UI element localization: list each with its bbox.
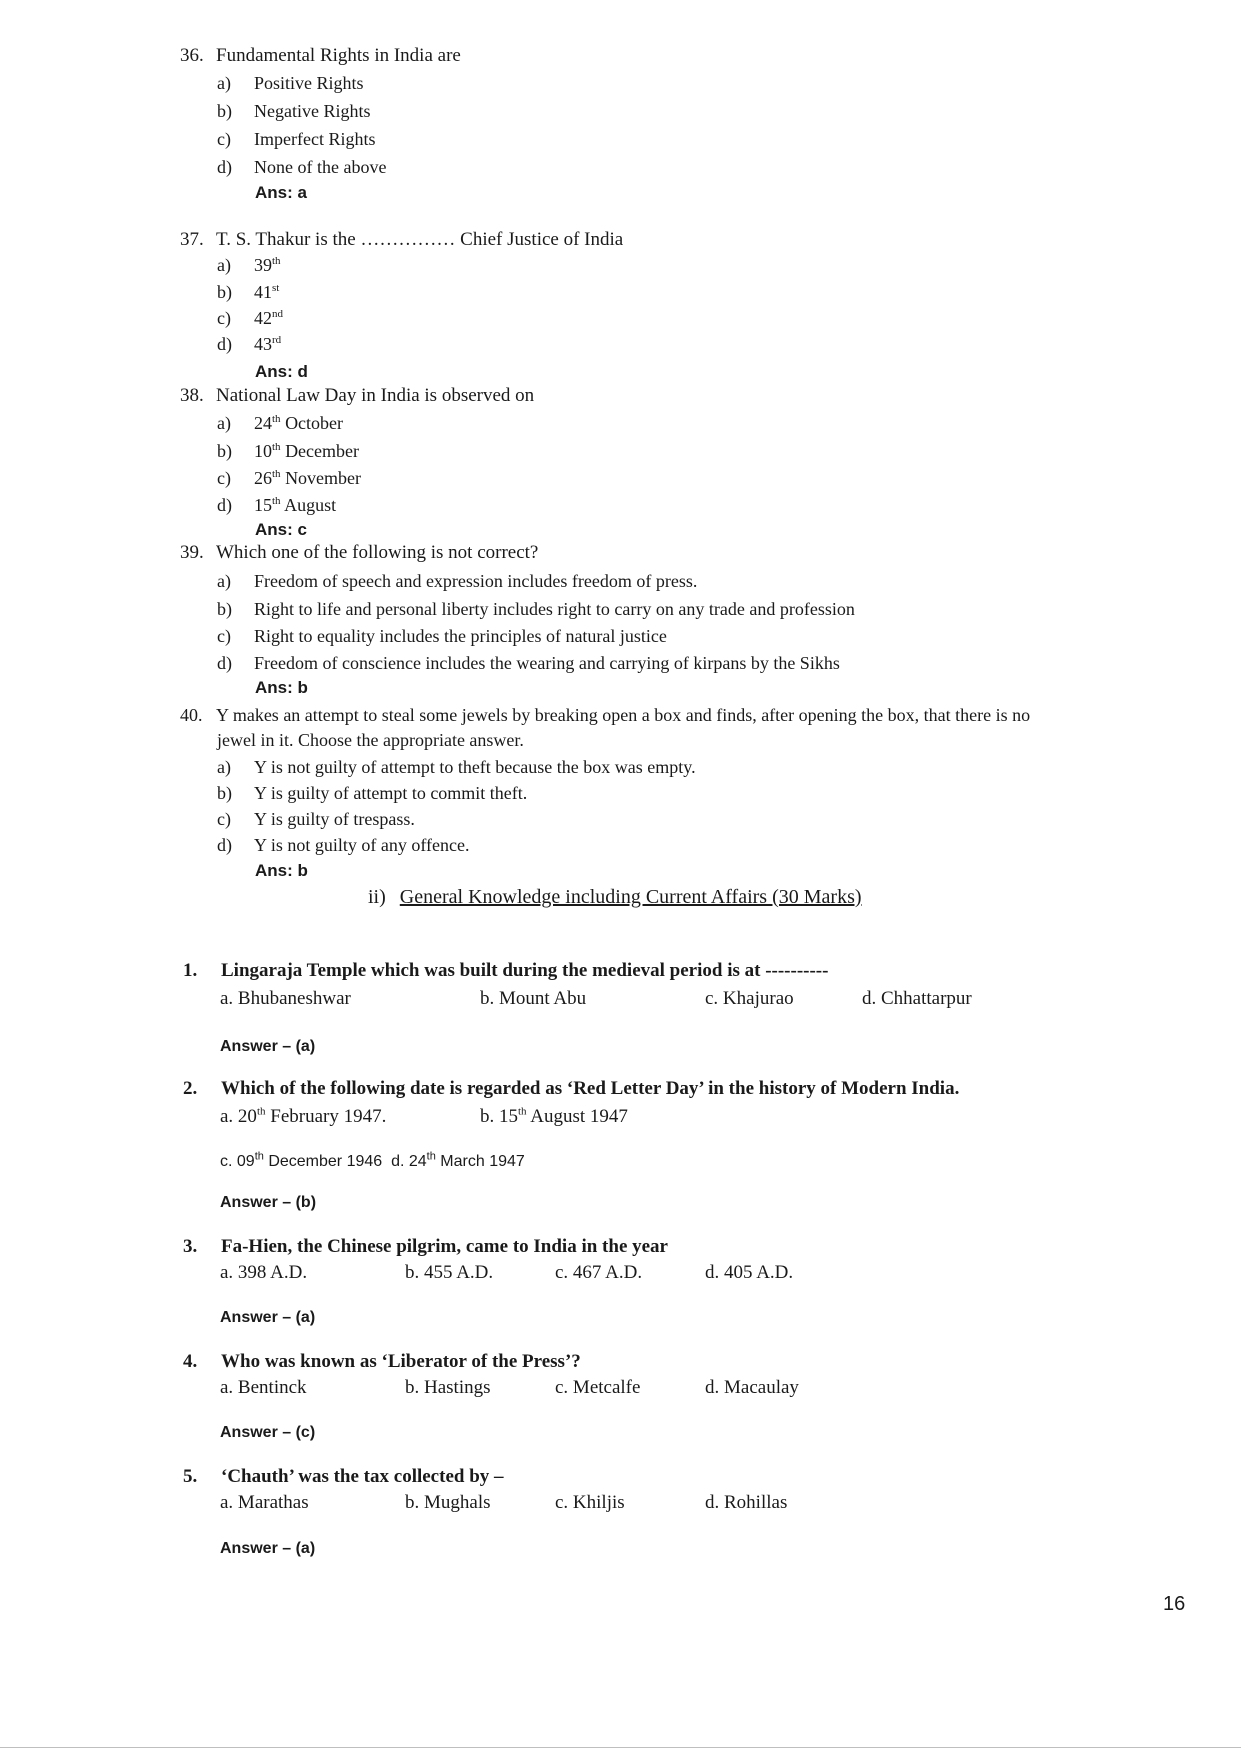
page-bottom-edge	[0, 1747, 1241, 1748]
option-c: c. Khajurao	[705, 988, 794, 1009]
option-c: c) Y is guilty of trespass.	[217, 809, 415, 829]
answer: Answer – (c)	[220, 1424, 316, 1441]
question-text: Which of the following date is regarded as ‘Red Letter Day’ in the history of Modern India.	[221, 1078, 960, 1099]
answer: Answer – (a)	[220, 1540, 316, 1557]
question-38	[180, 384, 534, 408]
question-number: 40.	[180, 705, 203, 725]
question-36	[180, 44, 461, 68]
question-number: 5.	[183, 1466, 198, 1487]
option-a: a) 24th October	[217, 413, 344, 433]
question-number: 39.	[180, 542, 204, 563]
option-b: b. Mughals	[405, 1492, 491, 1513]
option-b: b. 15th August 1947	[480, 1105, 628, 1127]
option-b: b) 10th December	[217, 441, 360, 461]
option-c: c) 26th November	[217, 468, 362, 488]
question-number: 36.	[180, 45, 204, 66]
answer: Answer – (b)	[220, 1194, 317, 1211]
option-d: d. Macaulay	[705, 1377, 799, 1398]
question-text: Fa-Hien, the Chinese pilgrim, came to India in the year	[221, 1236, 668, 1257]
option-b: b. Mount Abu	[480, 988, 587, 1009]
option-c: c. Metcalfe	[555, 1377, 641, 1398]
option-a: a. Bhubaneshwar	[220, 988, 351, 1009]
gk-question-3	[183, 1236, 668, 1258]
question-text: ‘Chauth’ was the tax collected by –	[221, 1466, 504, 1487]
option-d: d. Chhattarpur	[862, 988, 972, 1009]
gk-question-2	[183, 1078, 959, 1100]
question-number: 3.	[183, 1236, 198, 1257]
option-a: a. Bentinck	[220, 1377, 307, 1398]
option-a: a) Positive Rights	[217, 73, 364, 93]
option-b: b) Y is guilty of attempt to commit theft.	[217, 783, 528, 803]
option-a: a) 39th	[217, 255, 281, 275]
option-d: d) None of the above	[217, 157, 387, 177]
option-b: b. 455 A.D.	[405, 1262, 494, 1283]
section-title: General Knowledge including Current Affairs (30 Marks)	[399, 886, 862, 908]
option-d: d) 43rd	[217, 334, 282, 354]
option-c: c. 09th December 1946	[220, 1150, 383, 1170]
question-37	[180, 228, 623, 252]
gk-question-5	[183, 1466, 504, 1488]
answer: Ans: b	[255, 678, 308, 697]
question-number: 2.	[183, 1078, 198, 1099]
answer: Ans: c	[255, 520, 307, 539]
question-number: 1.	[183, 960, 198, 981]
question-text: Which one of the following is not correct?	[216, 542, 539, 563]
option-c: c) Right to equality includes the principles of natural justice	[217, 626, 667, 646]
option-a: a) Y is not guilty of attempt to theft because the box was empty.	[217, 757, 696, 777]
option-d: d. Rohillas	[705, 1492, 788, 1513]
answer: Answer – (a)	[220, 1309, 316, 1326]
option-d: d) Y is not guilty of any offence.	[217, 835, 470, 855]
question-number: 38.	[180, 385, 204, 406]
question-text: T. S. Thakur is the …………… Chief Justice of India	[216, 229, 624, 250]
question-39	[180, 541, 538, 565]
option-a: a) Freedom of speech and expression includes freedom of press.	[217, 571, 698, 591]
option-b: b) 41st	[217, 282, 280, 302]
option-b: b) Negative Rights	[217, 101, 371, 121]
option-a: a. Marathas	[220, 1492, 309, 1513]
question-text: National Law Day in India is observed on	[216, 385, 535, 406]
question-text: Y makes an attempt to steal some jewels by breaking open a box and finds, after opening the box, that there is no	[216, 705, 1031, 725]
answer: Ans: a	[255, 183, 307, 202]
option-d: d) Freedom of conscience includes the wearing and carrying of kirpans by the Sikhs	[217, 653, 840, 673]
question-text-continued: jewel in it. Choose the appropriate answer.	[217, 730, 524, 750]
option-d: d) 15th August	[217, 495, 337, 515]
option-a: a. 398 A.D.	[220, 1262, 308, 1283]
option-c: c. Khiljis	[555, 1492, 625, 1513]
section-heading	[368, 886, 862, 909]
option-c: c. 467 A.D.	[555, 1262, 643, 1283]
question-number: 4.	[183, 1351, 198, 1372]
option-c: c) 42nd	[217, 308, 283, 328]
answer: Answer – (a)	[220, 1038, 316, 1055]
section-number: ii)	[368, 886, 386, 908]
question-text: Who was known as ‘Liberator of the Press’?	[221, 1351, 581, 1372]
option-b: b. Hastings	[405, 1377, 491, 1398]
options-c-d	[220, 1150, 525, 1171]
question-number: 37.	[180, 229, 204, 250]
question-40	[180, 703, 1030, 727]
gk-question-4	[183, 1351, 581, 1373]
gk-question-1	[183, 960, 828, 982]
option-b: b) Right to life and personal liberty includes right to carry on any trade and profession	[217, 599, 855, 619]
answer: Ans: b	[255, 861, 308, 880]
page-number: 16	[1163, 1593, 1186, 1615]
option-c: c) Imperfect Rights	[217, 129, 376, 149]
option-d: d. 24th March 1947	[391, 1150, 525, 1170]
option-a: a. 20th February 1947.	[220, 1105, 387, 1127]
question-text: Fundamental Rights in India are	[216, 45, 461, 66]
answer: Ans: d	[255, 362, 308, 381]
question-text: Lingaraja Temple which was built during the medieval period is at ----------	[221, 960, 829, 981]
option-d: d. 405 A.D.	[705, 1262, 794, 1283]
